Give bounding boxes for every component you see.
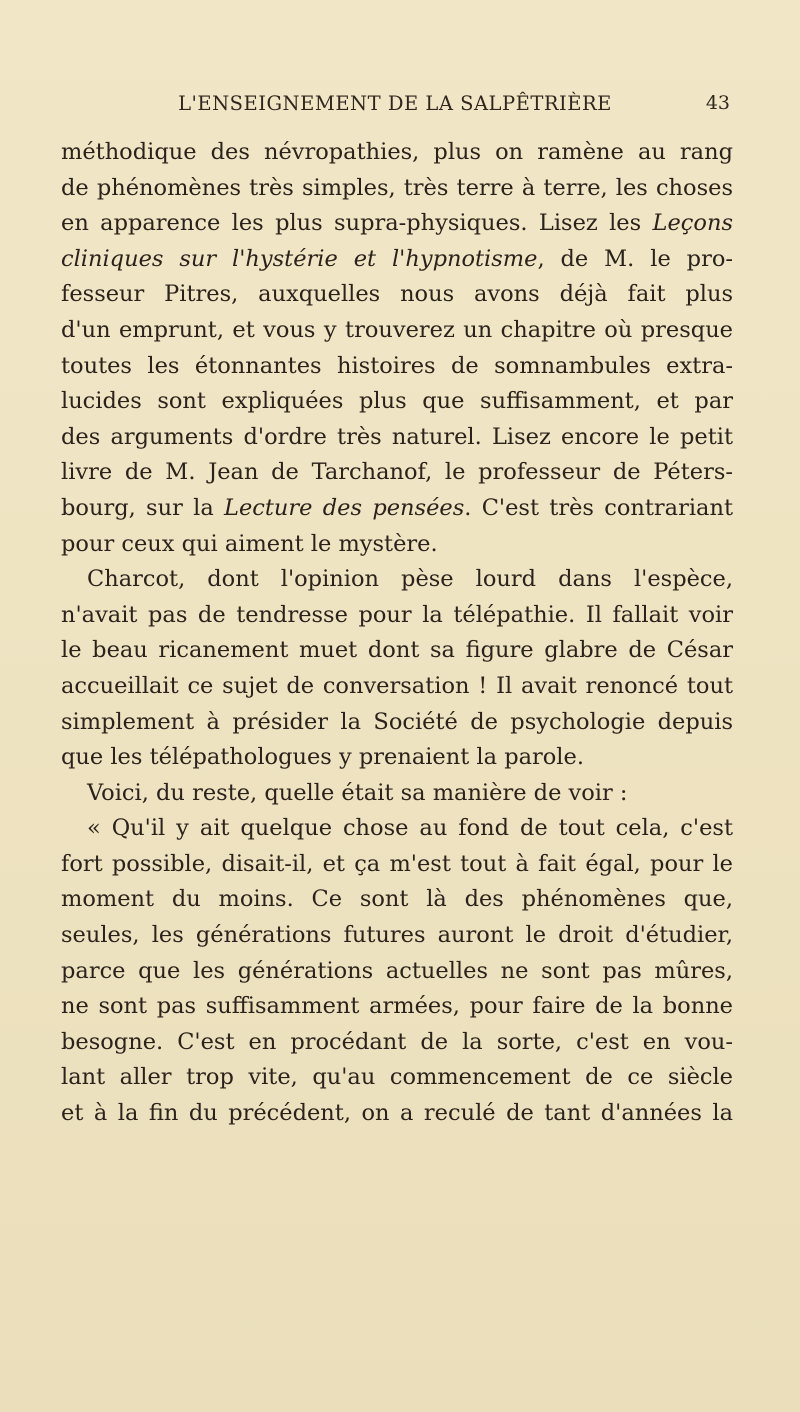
- text-line: Charcot, dont l'opinion pèse lourd dans l'espèce,: [87, 566, 733, 593]
- text-line: n'avait pas de tendresse pour la télépathie. Il fallait voir: [61, 601, 733, 628]
- text-span: . C'est très contrariant: [464, 494, 733, 521]
- text-line: lucides sont expliquées plus que suffisamment, et par: [61, 388, 733, 415]
- running-head: [60, 92, 730, 122]
- text-line: « Qu'il y ait quelque chose au fond de tout cela, c'est: [87, 815, 733, 842]
- text-line: [61, 206, 733, 242]
- text-line: seules, les générations futures auront le droit d'étudier,: [61, 922, 733, 949]
- text-span: bourg, sur la: [61, 494, 214, 521]
- book-title-italic: Leçons: [652, 210, 733, 237]
- text-line: fort possible, disait-il, et ça m'est tout à fait égal, pour le: [61, 850, 733, 877]
- text-line: [61, 491, 733, 527]
- text-line: besogne. C'est en procédant de la sorte, c'est en vou-: [61, 1028, 733, 1055]
- page-number: 43: [705, 92, 730, 114]
- text-line: lant aller trop vite, qu'au commencement de ce siècle: [61, 1064, 733, 1091]
- text-line: accueillait ce sujet de conversation ! Il avait renoncé tout: [61, 672, 733, 699]
- text-line: Voici, du reste, quelle était sa manière de voir :: [87, 779, 628, 806]
- text-line: fesseur Pitres, auxquelles nous avons déjà fait plus: [61, 281, 733, 308]
- text-line: et à la fin du précédent, on a reculé de tant d'années la: [61, 1100, 733, 1127]
- text-line: d'un emprunt, et vous y trouverez un chapitre où presque: [61, 316, 733, 343]
- text-span: en apparence les plus supra-physiques. Lisez les: [61, 210, 642, 237]
- text-line: toutes les étonnantes histoires de somnambules extra-: [61, 352, 733, 379]
- text-line: des arguments d'ordre très naturel. Lisez encore le petit: [61, 423, 733, 450]
- text-line: de phénomènes très simples, très terre à terre, les choses: [61, 174, 733, 201]
- text-line: simplement à présider la Société de psychologie depuis: [61, 708, 733, 735]
- text-line: livre de M. Jean de Tarchanof, le professeur de Péters-: [61, 459, 733, 486]
- book-title-italic: cliniques sur l'hystérie et l'hypnotisme: [61, 245, 538, 272]
- text-span: , de M. le pro-: [537, 245, 733, 272]
- text-line: ne sont pas suffisamment armées, pour faire de la bonne: [61, 993, 733, 1020]
- body-text: [61, 135, 733, 1132]
- book-title-italic: Lecture des pensées: [224, 494, 465, 521]
- text-line: [61, 242, 733, 278]
- text-line: moment du moins. Ce sont là des phénomènes que,: [61, 886, 733, 913]
- text-line: pour ceux qui aiment le mystère.: [61, 530, 438, 557]
- running-title: L'ENSEIGNEMENT DE LA SALPÊTRIÈRE: [178, 92, 612, 115]
- text-line: parce que les générations actuelles ne sont pas mûres,: [61, 957, 733, 984]
- text-line: que les télépathologues y prenaient la parole.: [61, 744, 584, 771]
- text-line: méthodique des névropathies, plus on ramène au rang: [61, 139, 733, 165]
- text-line: le beau ricanement muet dont sa figure glabre de César: [61, 637, 733, 664]
